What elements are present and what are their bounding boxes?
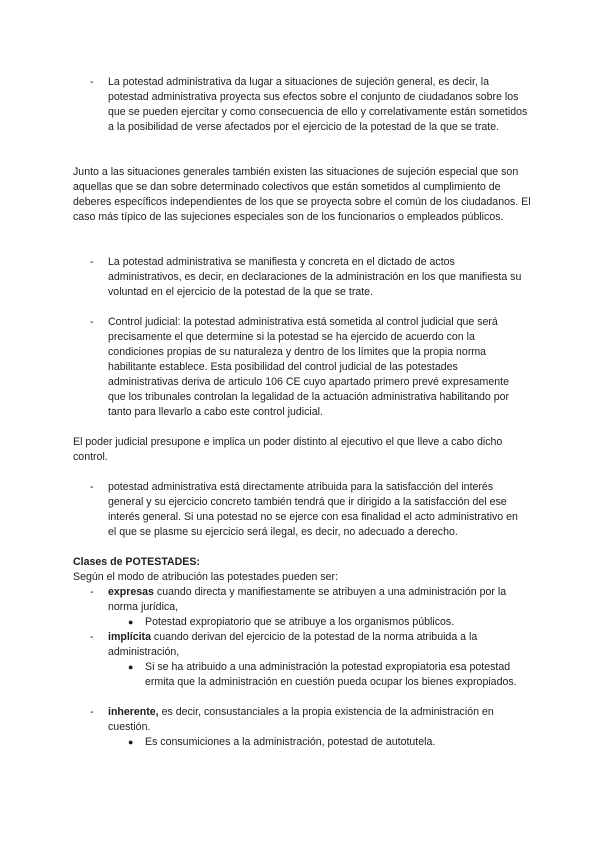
bullet-actos-administrativos: La potestad administrativa se manifiesta y concreta en el dictado de actos administrativos, es decir, en declaraciones de la administración en los que manifiesta su voluntad en el ejercicio de la potestad de la que se trate. [108,256,522,298]
class-implicita [108,630,528,660]
dash-bullet: - [90,706,94,718]
section-intro: Según el modo de atribución las potestades pueden ser: [73,571,339,583]
dot-bullet: ● [128,617,134,627]
bullet-interes-general: potestad administrativa está directamente atribuida para la satisfacción del interés general y su ejercicio concreto también tendrá que ir dirigido a la satisfacción del ese interés general. Si una potestad no se ejerce con esa finalidad el acto administrativo en el que se plasme su ejercicio será ilegal, es decir, no adecuado a derecho. [108,481,518,538]
example-expresas: Potestad expropiatorio que se atribuye a los organismos públicos. [145,616,455,628]
class-inherente [108,705,528,735]
term-implicita-desc: cuando derivan del ejercicio de la potestad de la norma atribuida a la administración, [108,631,478,658]
bullet-control-judicial: Control judicial: la potestad administrativa está sometida al control judicial que será precisamente el que determine si la potestad se ha ejercido de acuerdo con la condiciones propias de su naturaleza y dentro de los límites que la propia norma habilitante establece. Esta posibilidad del control judicial de las potestades administrativas deriva de articulo 106 CE cuyo apartado primero prevé expresamente que los tribunales controlan la legalidad de la actuación administrativa habilitando por tanto para llevarlo a cabo este control judicial. [108,316,510,418]
dash-bullet: - [90,481,94,493]
term-inherente: inherente, [108,706,159,718]
paragraph-poder-judicial: El poder judicial presupone e implica un poder distinto al ejecutivo el que lleve a cabo dicho control. [73,436,503,463]
term-expresas: expresas [108,586,154,598]
bullet-sujecion-general: La potestad administrativa da lugar a situaciones de sujeción general, es decir, la potestad administrativa proyecta sus efectos sobre el conjunto de ciudadanos sobre los que se pueden ejercitar y como consecuencia de ello y correlativamente están sometidos a la posibilidad de verse afectados por el ejercicio de la potestad de la que se trate. [108,76,528,133]
dash-bullet: - [90,586,94,598]
class-expresas [108,585,528,615]
dash-bullet: - [90,316,94,328]
term-implicita: implícita [108,631,151,643]
term-expresas-desc: cuando directa y manifiestamente se atribuyen a una administración por la norma jurídica, [108,586,507,613]
example-inherente: Es consumiciones a la administración, potestad de autotutela. [145,736,436,748]
dash-bullet: - [90,631,94,643]
section-heading: Clases de POTESTADES: [73,556,200,568]
term-inherente-desc: es decir, consustanciales a la propia existencia de la administración en cuestión. [108,706,494,733]
example-implicita: Si se ha atribuido a una administración la potestad expropiatoria esa potestad ermita que la administración en cuestión pueda ocupar los bienes expropiados. [145,661,517,688]
dash-bullet: - [90,76,94,88]
paragraph-sujecion-especial: Junto a las situaciones generales también existen las situaciones de sujeción especial que son aquellas que se dan sobre determinado colectivos que están sometidos al cumplimiento de deberes específicos independientes de los que se proyecta sobre el común de los ciudadanos. El caso más típico de las sujeciones especiales son de los funcionarios o empleados públicos. [73,166,531,223]
dot-bullet: ● [128,662,134,672]
dash-bullet: - [90,256,94,268]
dot-bullet: ● [128,737,134,747]
